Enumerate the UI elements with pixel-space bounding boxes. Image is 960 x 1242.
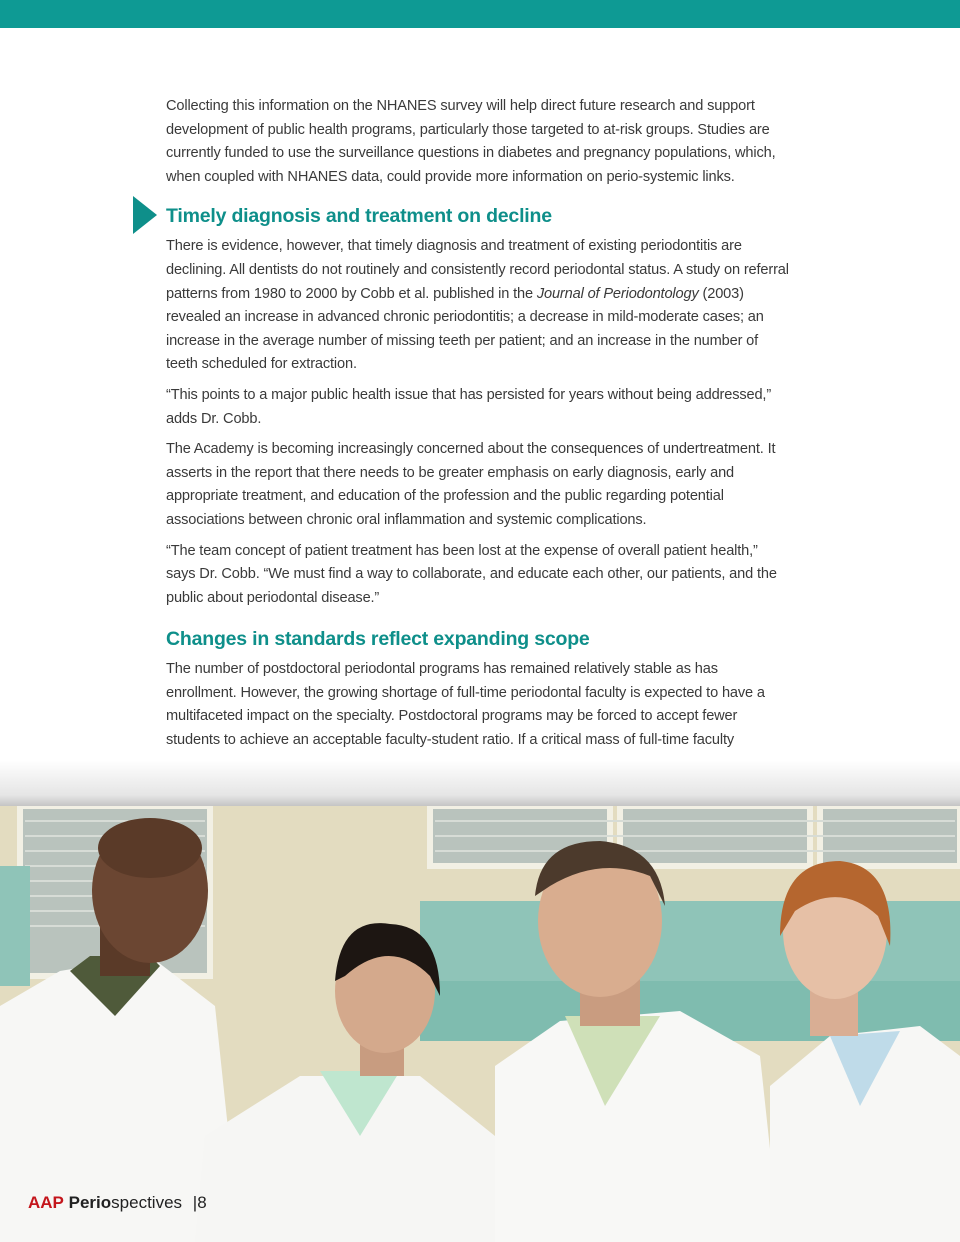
section2-paragraph-1: The number of postdoctoral periodontal programs has remained relatively stable as has enrollment. However, the growing shortage of full-time periodontal faculty is expected to have a multifaceted impact on the specialty. Postdoctoral programs may be forced to accept fewer students to achieve an acceptable faculty-student ratio. If a critical mass of full-time faculty bbox=[166, 661, 765, 749]
team-photo bbox=[0, 806, 960, 1242]
section1-paragraph-1 bbox=[166, 235, 791, 377]
section1-paragraph-4: “The team concept of patient treatment has been lost at the expense of overall patient health,” says Dr. Cobb. “We must find a way to collaborate, and educate each other, our patients, and the public about periodontal disease.” bbox=[166, 542, 777, 606]
photo-shadow bbox=[0, 760, 960, 810]
section1-paragraph-3: The Academy is becoming increasingly concerned about the consequences of undertreatment. It asserts in the report that there needs to be greater emphasis on early diagnosis, early and appropriate treatment, and education of the profession and the public regarding potential associations between chronic oral inflammation and systemic complications. bbox=[166, 441, 776, 528]
top-accent-bar bbox=[0, 0, 960, 28]
section1-paragraph-2: “This points to a major public health issue that has persisted for years without being addressed,” adds Dr. Cobb. bbox=[166, 386, 772, 427]
footer-brand-perio: Perio bbox=[68, 1193, 112, 1212]
section-heading-timely-diagnosis: Timely diagnosis and treatment on decline bbox=[166, 205, 552, 228]
page-footer bbox=[28, 1191, 207, 1215]
section1-p1-text-b: (2003) revealed an increase in advanced chronic periodontitis; a decrease in mild-moderate cases; an increase in the average number of missing teeth per patient; and an increase in the number of teeth scheduled for extraction. bbox=[166, 285, 764, 373]
footer-brand-aap: AAP bbox=[28, 1193, 64, 1212]
section-heading-changes-in-standards: Changes in standards reflect expanding scope bbox=[166, 628, 590, 651]
article-body bbox=[166, 95, 791, 760]
journal-title: Journal of Periodontology bbox=[536, 285, 699, 302]
footer-brand-spectives: spectives bbox=[111, 1193, 183, 1212]
section-arrow-icon bbox=[133, 196, 157, 234]
footer-separator: | bbox=[192, 1193, 198, 1212]
page-number: 8 bbox=[197, 1193, 207, 1212]
intro-paragraph: Collecting this information on the NHANES survey will help direct future research and support development of public health programs, particularly those targeted to at-risk groups. Studies are currently funded to use the surveillance questions in diabetes and pregnancy populations, which, when coupled with NHANES data, could provide more information on perio-systemic links. bbox=[166, 98, 776, 185]
section1-p1-text-a: There is evidence, however, that timely diagnosis and treatment of existing periodontitis are declining. All dentists do not routinely and consistently record periodontal status. A study on referral patterns from 1980 to 2000 by Cobb et al. published in the bbox=[166, 238, 789, 302]
